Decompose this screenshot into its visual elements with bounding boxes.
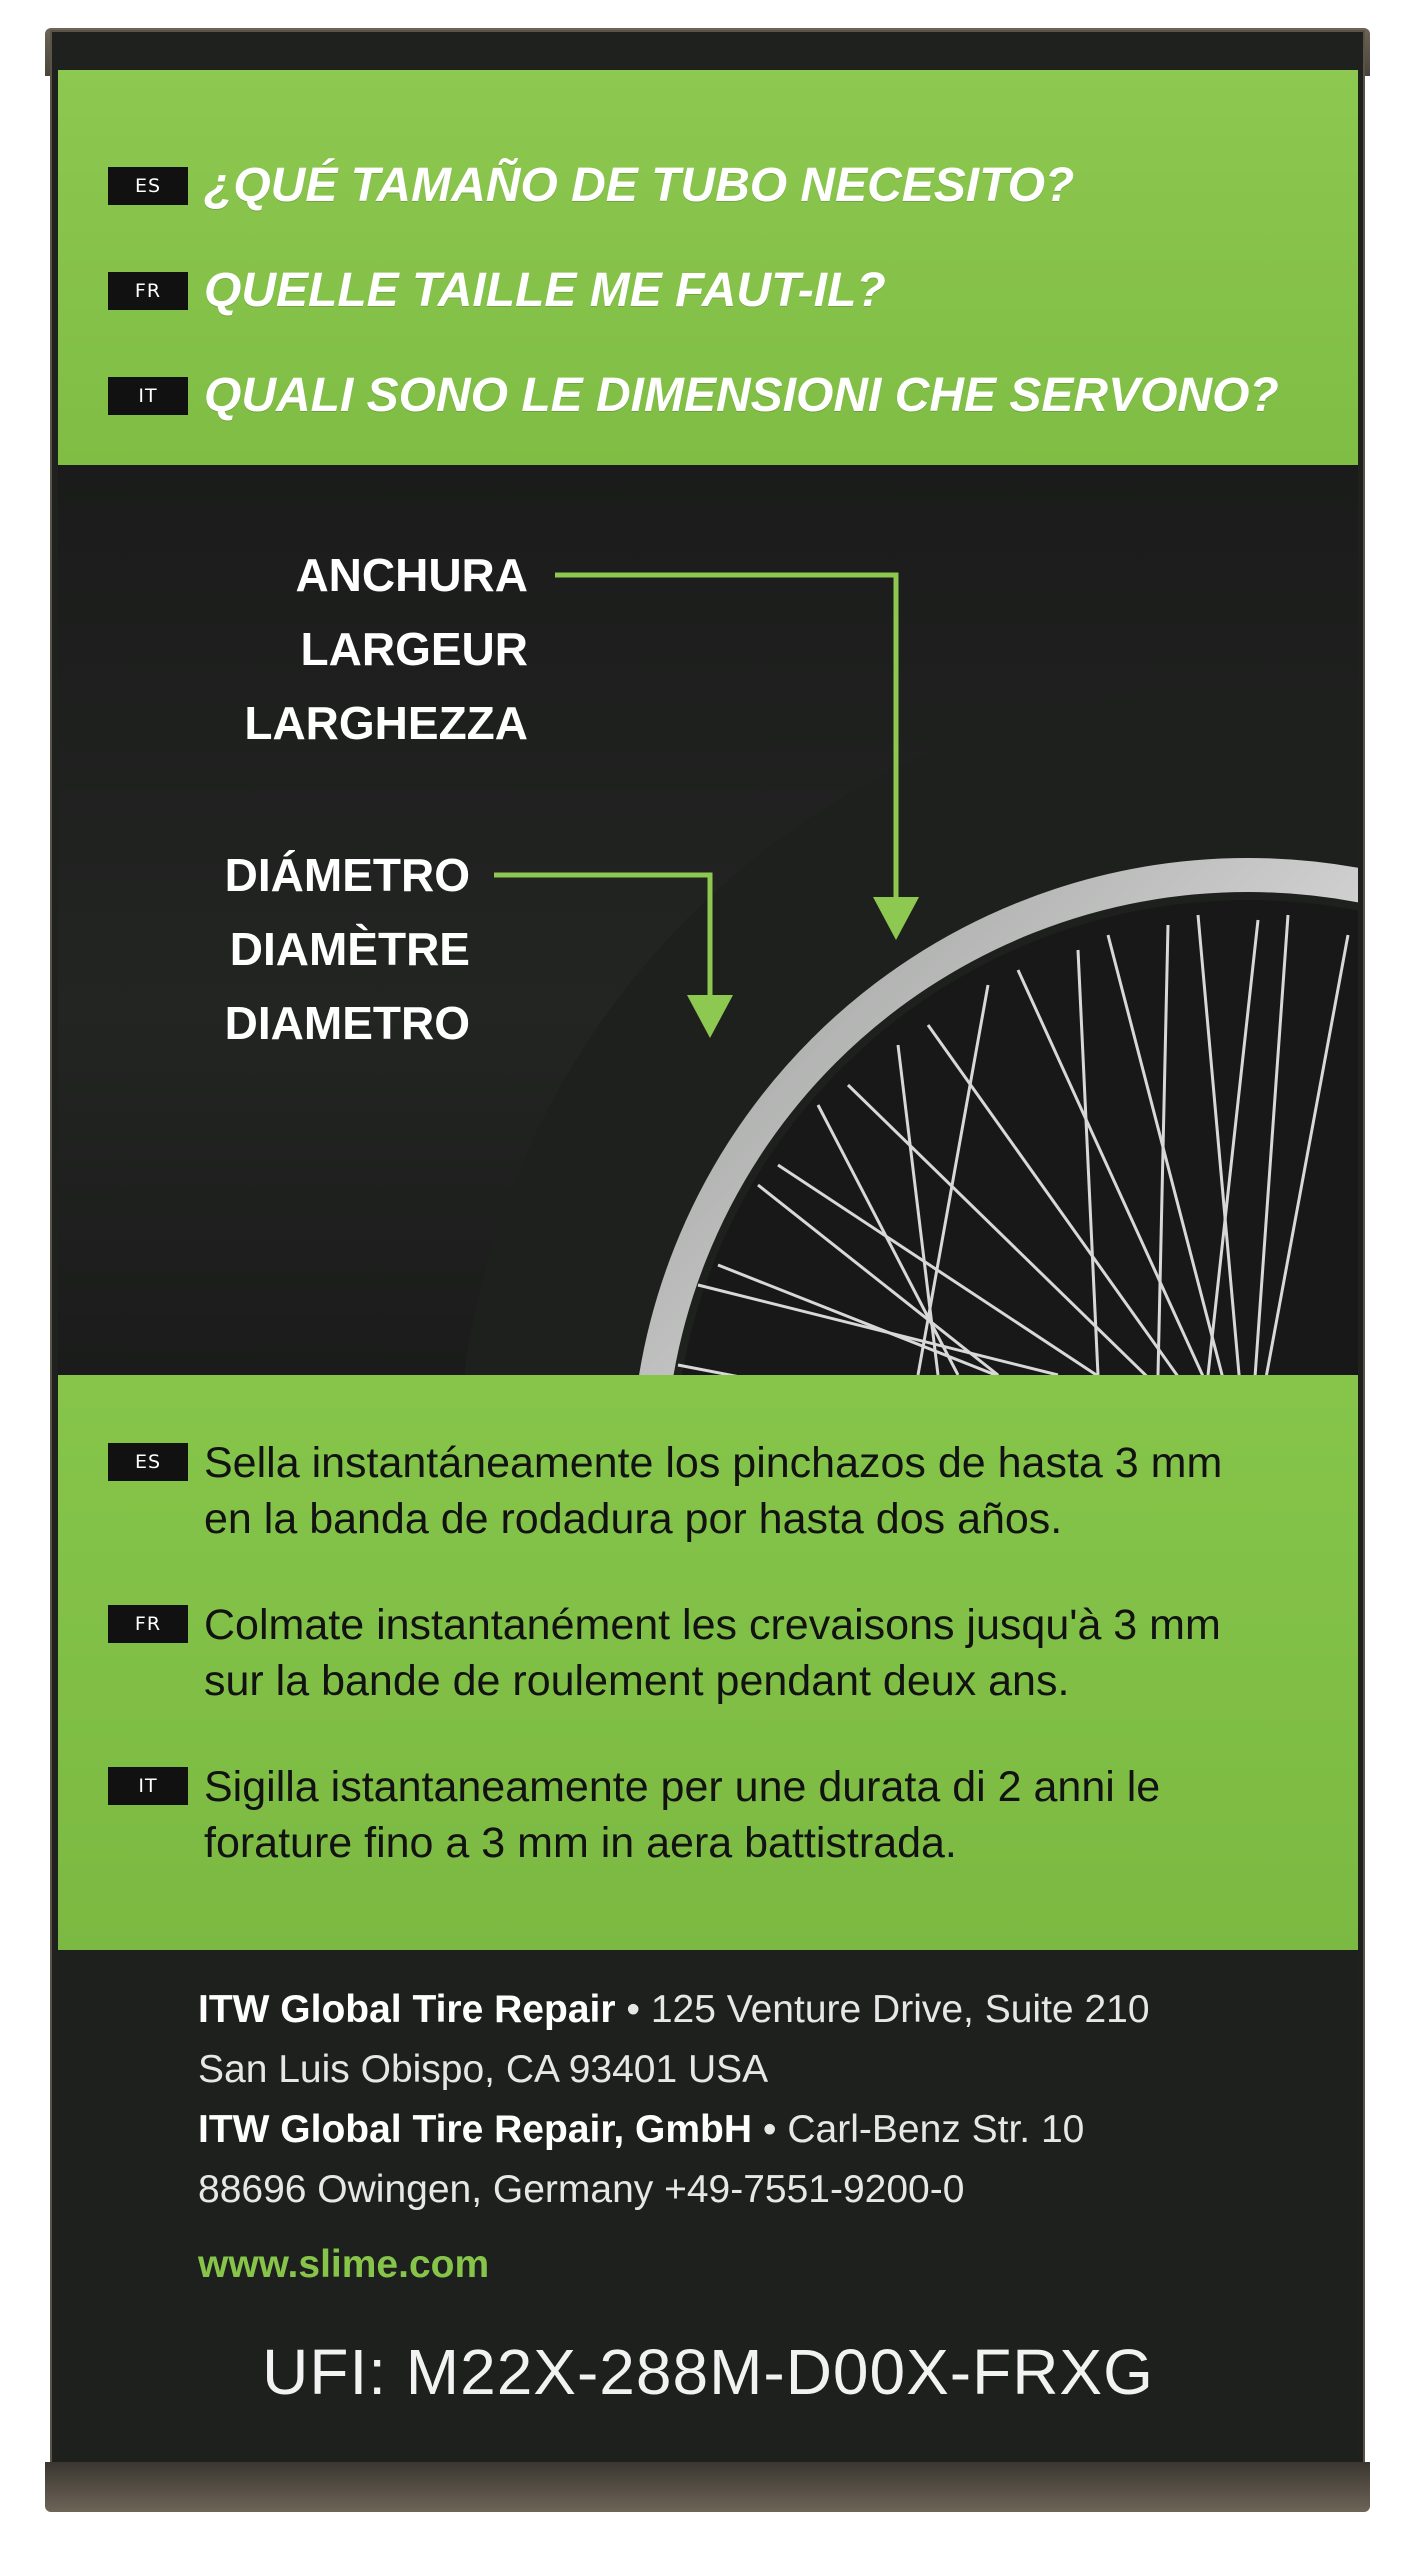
diameter-label-it: DIAMETRO [224,997,470,1049]
feature-line: sur la bande de roulement pendant deux ans. [204,1657,1070,1705]
address-line-2: San Luis Obispo, CA 93401 USA [198,2048,769,2091]
lang-tag: IT [108,1767,188,1805]
tire-size-diagram [58,465,1358,1375]
address-de-street: • Carl-Benz Str. 10 [752,2108,1085,2151]
manufacturer-footer [58,1950,1358,2460]
address-line-4: 88696 Owingen, Germany +49-7551-9200-0 [198,2168,965,2211]
diameter-label-fr: DIAMÈTRE [229,923,470,975]
question-text: QUALI SONO LE DIMENSIONI CHE SERVONO? [204,369,1279,422]
company-name-de: ITW Global Tire Repair, GmbH [198,2108,753,2151]
ufi-code: UFI: M22X-288M-D00X-FRXG [262,2336,1154,2408]
feature-row-es [108,1435,1364,1547]
question-text: QUELLE TAILLE ME FAUT-IL? [204,264,886,317]
feature-text [204,1435,1364,1547]
question-text: ¿QUÉ TAMAÑO DE TUBO NECESITO? [204,159,1075,212]
width-label-fr: LARGEUR [300,623,528,675]
feature-line: forature fino a 3 mm in aera battistrada. [204,1819,957,1867]
lang-tag: FR [108,1605,188,1643]
feature-line: Sigilla istantaneamente per une durata di 2 anni le [204,1763,1161,1811]
question-row-fr [108,263,886,318]
feature-text [204,1597,1364,1709]
address-block [198,1980,1150,2220]
width-label-es: ANCHURA [295,549,528,601]
feature-text [204,1759,1364,1871]
lang-tag: ES [108,1443,188,1481]
box-bottom-edge [45,2462,1370,2512]
address-line-3 [198,2100,1150,2160]
feature-row-it [108,1759,1364,1871]
question-row-it [108,368,1279,423]
feature-line: en la banda de rodadura por hasta dos años. [204,1495,1063,1543]
lang-tag: ES [108,167,188,205]
lang-tag: IT [108,377,188,415]
lang-tag: FR [108,272,188,310]
feature-line: Sella instantáneamente los pinchazos de hasta 3 mm [204,1439,1223,1487]
diameter-labels [58,838,470,1060]
size-question-panel [58,70,1358,465]
company-name-us: ITW Global Tire Repair [198,1988,616,2031]
feature-line: Colmate instantanément les crevaisons jusqu'à 3 mm [204,1601,1221,1649]
diameter-label-es: DIÁMETRO [224,849,470,901]
question-row-es [108,158,1074,213]
feature-panel [58,1375,1358,1950]
width-labels [58,538,528,760]
website-link[interactable]: www.slime.com [198,2243,490,2286]
width-label-it: LARGHEZZA [244,697,528,749]
feature-row-fr [108,1597,1364,1709]
address-us-street: • 125 Venture Drive, Suite 210 [615,1988,1150,2031]
address-line-1 [198,1980,1150,2040]
